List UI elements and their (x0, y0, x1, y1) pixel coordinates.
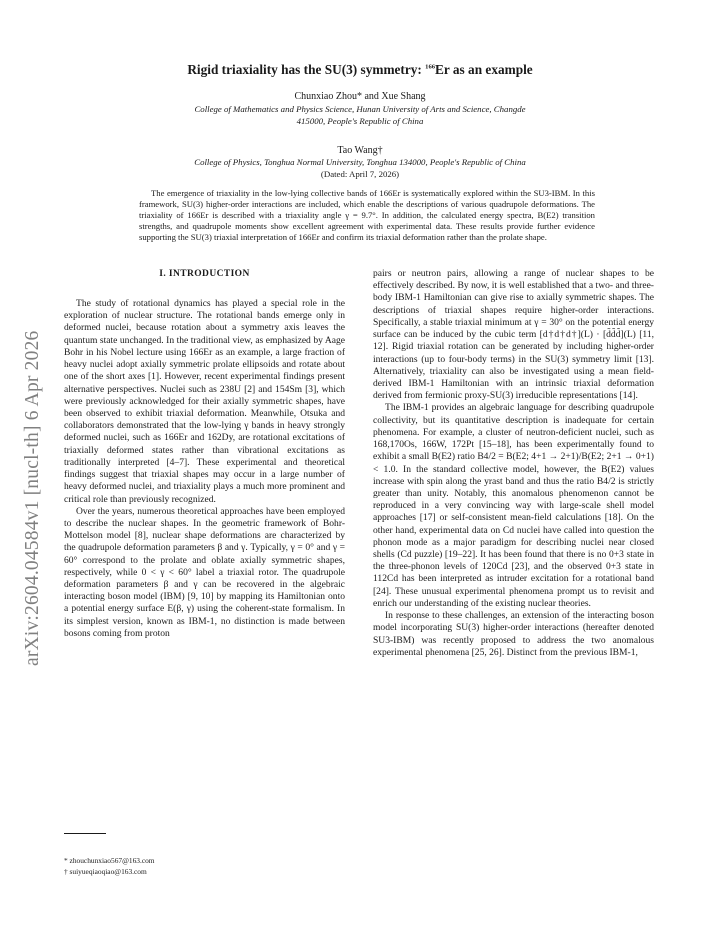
title-text-pre: Rigid triaxiality has the SU(3) symmetry: (187, 62, 426, 77)
footnotes (64, 855, 155, 877)
affiliation-1 (60, 104, 660, 127)
arxiv-sidebar (8, 258, 56, 678)
paper-title (60, 62, 660, 78)
arxiv-identifier: arXiv:2604.04584v1 [nucl-th] 6 Apr 2026 (22, 330, 43, 666)
right-paragraph-2: The IBM-1 provides an algebraic language for describing quadrupole collectivity, but its quantitative description is inadequate for certain phenomena. For example, a cluster of neutron-deficient nuclei, such as 168,170Os, 166W, 172Pt [15–18], has been experimentally found to exhibit a small B(E2) ratio B4/2 = B(E2; 4+1 → 2+1)/B(E2; 2+1 → 0+1) < 1.0. In the standard collective model, however, the B(E2) values increase with spin along the yrast band and thus the ratio B4/2 is strictly greater than unity. Notably, this anomalous phenomenon cannot be reproduced in a very convincing way with large-scale shell model approaches [17] or self-consistent mean-field calculations [18]. On the other hand, experimental data on Cd nuclei have called into question the phonon mode as a major paradigm for describing nuclei near closed shells (Cd puzzle) [19–22]. It has been found that there is no 0+3 state in the three-phonon levels of 120Cd [23], and the observed 0+3 state in 112Cd has been interpreted as intruder excitation for a rotational band [24]. These unusual experimental phenomena prompt us to revisit and enrich our understanding of the existing nuclear theories. (373, 402, 654, 609)
affiliation-2: College of Physics, Tonghua Normal University, Tonghua 134000, People's Republic of China (194, 157, 526, 167)
section-heading-introduction: I. INTRODUCTION (159, 269, 250, 279)
right-paragraph-1: pairs or neutron pairs, allowing a range of nuclear shapes to be effectively described. By now, it is well established that a two- and three-body IBM-1 Hamiltonian can give rise to axially symmetric shapes. The descriptions of triaxial shapes require higher-order interactions. Specifically, a stable triaxial minimum at γ = 30° on the potential energy surface can be induced by the cubic term [d†d†d†](L) · [d̃d̃d̃](L) [11, 12]. Rigid triaxial rotation can be generated by including higher-order interactions (up to four-body terms) in the SU(3) symmetry limit [13]. Alternatively, triaxiality can also be investigated using a mean field-derived IBM-1 Hamiltonian with an intrinsic triaxial deformation derived from fermionic proxy-SU(3) irreducible representations [14]. (373, 268, 654, 402)
abstract: The emergence of triaxiality in the low-lying collective bands of 166Er is systematically explored within the SU3-IBM. In this framework, SU(3) higher-order interactions are included, which enable the descriptions of various quadrupole deformations. The triaxiality of 166Er is described with a triaxiality angle γ = 9.7°. In addition, the calculated energy spectra, B(E2) transition strengths, and quadrupole moments show excellent agreement with experimental data. These results provide further evidence supporting the SU(3) triaxial interpretation of 166Er and confirm its triaxial deformation rather than the prolate shape. (139, 188, 595, 243)
date-line: (Dated: April 7, 2026) (320, 169, 400, 179)
title-text-post: Er as an example (435, 62, 533, 77)
footnote-email-1: * zhouchunxiao567@163.com (64, 856, 155, 865)
footnote-rule (64, 833, 106, 834)
left-paragraph-2: Over the years, numerous theoretical approaches have been employed to describe the nuclear shapes. In the geometric framework of Bohr-Mottelson model [8], nuclear shape deformations are characterized by the quadrupole deformation parameters β and γ. Typically, γ = 0° and γ = 60° correspond to the prolate and oblate axially symmetric shapes, respectively, while 0 < γ < 60° label a triaxial rotor. The quadrupole deformation parameters β and γ can be recovered in the algebraic interacting boson model (IBM) [9, 10] by mapping its Hamiltonian onto a potential energy surface E(β, γ) using the coherent-state formalism. In its simplest version, known as IBM-1, no distinction is made between bosons coming from proton (64, 505, 345, 639)
affiliation-1-text: College of Mathematics and Physics Science, Hunan University of Arts and Science, Changde 415000, People's Republic of China (194, 104, 526, 126)
author-list-2: Tao Wang† (337, 145, 383, 156)
left-paragraph-1: The study of rotational dynamics has played a special role in the exploration of nuclear structure. The rotational bands emerge only in deformed nuclei, because rotation about a symmetry axis leaves the quantum state unchanged. In the traditional view, as emphasized by Aage Bohr in his Nobel lecture using 166Er as an example, a large fraction of heavy nuclei adopt axially symmetric prolate ellipsoids and rotate about one of the short axes [1]. However, recent experimental findings present alternative perspectives. Nuclei such as 238U [2] and 154Sm [3], which were previously acknowledged for their axially symmetric shapes, have been observed to exhibit triaxial deformation. Meanwhile, Otsuka and collaborators demonstrated that the low-lying γ bands in heavy strongly deformed nuclei, such as 166Er and 162Dy, are rotational excitations of triaxially deformed states rather than vibrational excitations as traditionally interpreted [4–7]. These experimental and theoretical findings suggest that triaxial shapes may occur in a large number of heavy deformed nuclei, and triaxiality plays a much more prominent and critical role than previously recognized. (64, 298, 345, 505)
right-paragraph-3: In response to these challenges, an extension of the interacting boson model incorporating SU(3) higher-order interactions (hereafter denoted SU3-IBM) was recently proposed to address the two anomalous experimental phenomena [25, 26]. Distinct from the previous IBM-1, (373, 610, 654, 658)
left-column (64, 268, 345, 640)
right-column (373, 268, 654, 659)
author-list-1: Chunxiao Zhou* and Xue Shang (294, 91, 426, 102)
title-isotope-mass: 166 (425, 63, 436, 71)
footnote-email-2: † suiyueqiaoqiao@163.com (64, 867, 147, 876)
